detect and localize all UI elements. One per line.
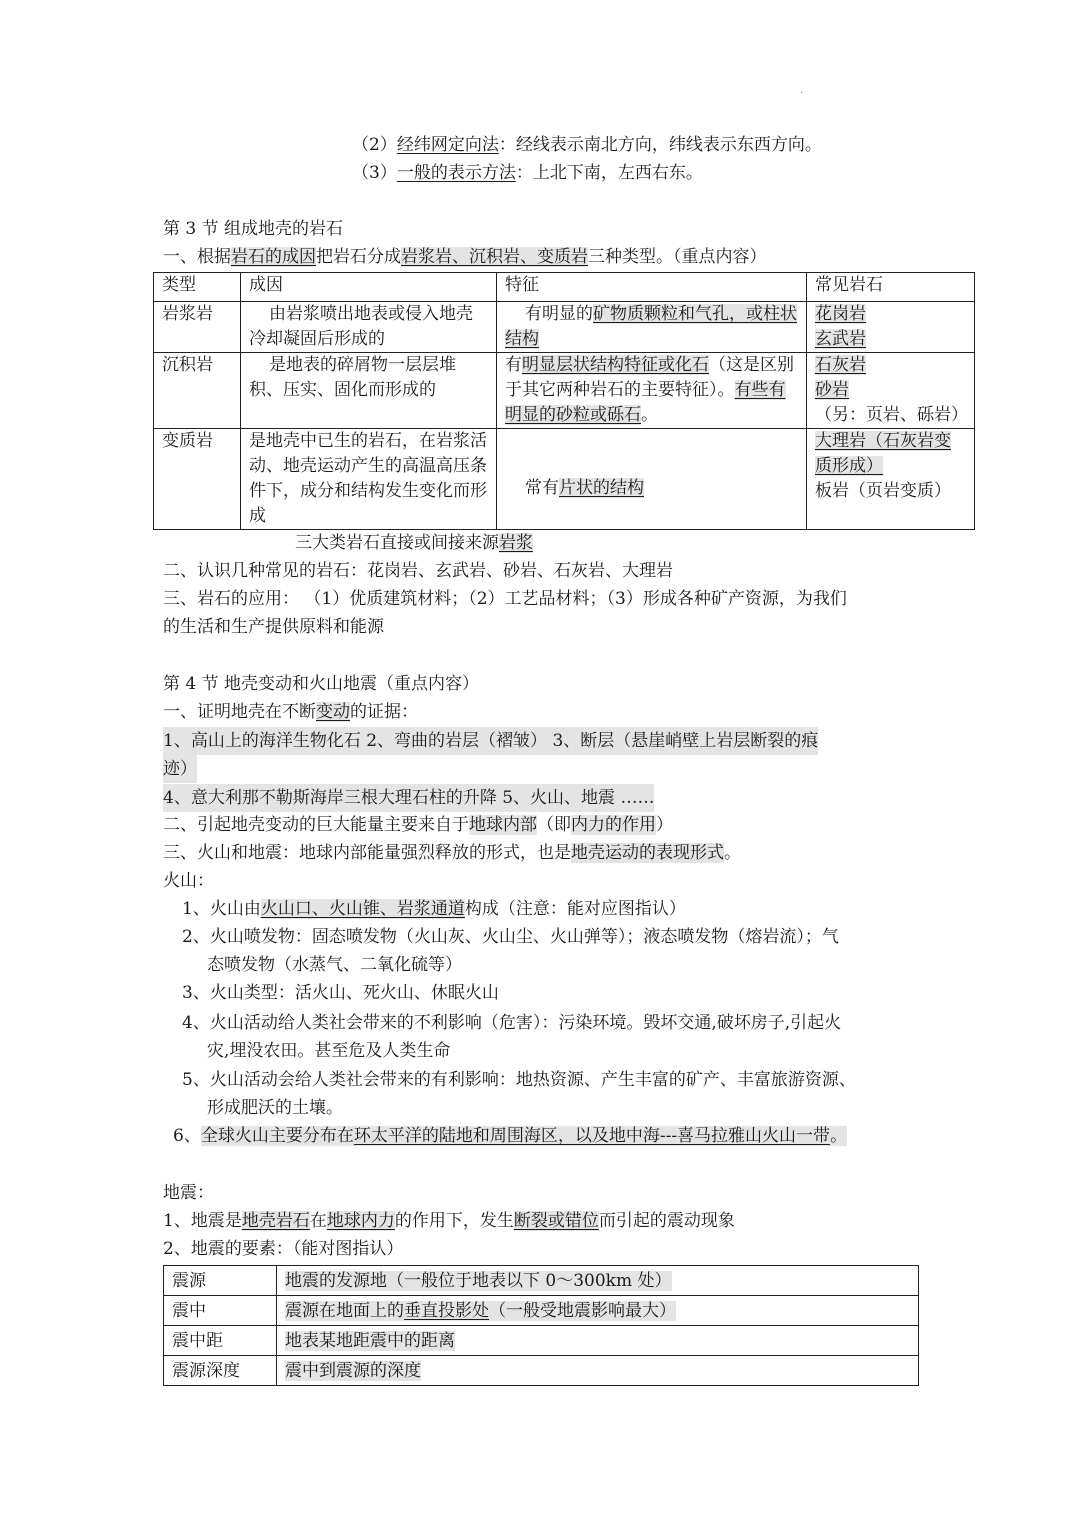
section3-title: 第 3 节 组成地壳的岩石: [163, 219, 344, 239]
definition-text: 震源在地面上的: [285, 1300, 404, 1321]
text-highlight: 全球火山主要分布在: [200, 1126, 354, 1146]
volcano-item-5b: 形成肥沃的土壤。: [207, 1098, 343, 1118]
term-cell: 震源深度: [164, 1356, 277, 1386]
volcano-item-4: 4、火山活动给人类社会带来的不利影响（危害）：污染环境。毁坏交通,破坏房子,引起火: [182, 1013, 842, 1033]
direction-method-2: [352, 131, 822, 159]
rock-others: （另：页岩、砾岩）: [815, 405, 968, 425]
term-cell: 震中: [164, 1296, 277, 1326]
rock-slate: 板岩（页岩变质）: [815, 481, 951, 501]
table-row: [164, 1356, 919, 1386]
cause-cell: [241, 302, 497, 353]
table-row: [164, 1296, 919, 1326]
text-highlight: 。: [830, 1126, 848, 1146]
feature-cell: [497, 429, 807, 530]
quake-definition: [163, 1207, 735, 1235]
text: 。: [724, 843, 741, 863]
text: （即: [537, 815, 571, 835]
feature-cell: [497, 302, 807, 353]
text: 的证据：: [350, 702, 418, 722]
definition-text: （一般受地震影响最大）: [489, 1300, 676, 1321]
text: 构成（注意：能对应图指认）: [464, 899, 686, 919]
definition-cell: [277, 1326, 919, 1356]
text: 一、证明地壳在不断: [163, 702, 316, 722]
text: 三种类型。（重点内容）: [588, 247, 767, 267]
term-vertical-projection: 垂直投影处: [404, 1300, 489, 1321]
volcano-item-1: [182, 895, 686, 923]
rock-limestone: 石灰岩: [815, 355, 866, 375]
term-magma: 岩浆: [499, 533, 533, 553]
feature-text: 。: [641, 405, 658, 425]
volcano-item-5: 5、火山活动会给人类社会带来的有利影响：地热资源、产生丰富的矿产、丰富旅游资源、: [182, 1070, 856, 1090]
text: 三大类岩石直接或间接来源: [295, 533, 499, 553]
text: 而引起的震动现象: [598, 1211, 735, 1231]
definition-cell: [277, 1296, 919, 1326]
term-graticule-method: 经纬网定向法: [396, 135, 499, 155]
feature-key: 矿物质颗粒和气孔，或柱状结构: [505, 304, 797, 349]
text: 6、: [173, 1126, 201, 1146]
feature-cell: [497, 353, 807, 429]
term-volcano-structure: 火山口、火山锥、岩浆通道: [260, 899, 465, 919]
rock-types-table: [153, 272, 975, 530]
table-row-sedimentary: [154, 353, 975, 429]
rock-granite: 花岗岩: [815, 304, 866, 324]
page-dot: ·: [800, 88, 804, 99]
term-earth-interior: 地球内部: [469, 815, 537, 835]
quake-heading: 地震：: [163, 1183, 214, 1203]
volcano-item-2b: 态喷发物（水蒸气、二氧化硫等）: [207, 955, 462, 975]
header-cause: 成因: [241, 273, 497, 302]
quake-elements-table: [163, 1265, 919, 1386]
definition-cell: [277, 1356, 919, 1386]
rocks-cell: [807, 302, 975, 353]
table-row: [164, 1326, 919, 1356]
header-common-rocks: 常见岩石: [807, 273, 975, 302]
rocks-cell: [807, 353, 975, 429]
list-number: （3）: [352, 163, 397, 183]
rock-uses-line-2: 的生活和生产提供原料和能源: [163, 617, 384, 637]
volcano-item-4b: 灾,埋没农田。甚至危及人类生命: [207, 1041, 451, 1061]
volcano-quake-line: [163, 839, 741, 867]
text: 在: [309, 1211, 327, 1231]
cause-cell: [241, 353, 497, 429]
header-type: 类型: [154, 273, 241, 302]
text: 的作用下，发生: [394, 1211, 514, 1231]
type-cell: 岩浆岩: [154, 302, 241, 353]
feature-text: 有: [505, 355, 522, 375]
text: 一、根据: [163, 247, 231, 267]
volcano-item-6: [173, 1122, 847, 1150]
type-cell: 沉积岩: [154, 353, 241, 429]
volcano-item-2: 2、火山喷发物：固态喷发物（火山灰、火山尘、火山弹等）；液态喷发物（熔岩流）；气: [182, 927, 839, 947]
method-text: ：上北下南，左西右东。: [515, 163, 703, 183]
evidence-line-2: 4、意大利那不勒斯海岸三根大理石柱的升降 5、火山、地震 ……: [163, 784, 654, 812]
cause-cell: 是地壳中已生的岩石，在岩浆活动、地壳运动产生的高温高压条件下，成分和结构发生变化而形成: [241, 429, 497, 530]
magma-source-note: [295, 529, 533, 557]
table-row: [164, 1266, 919, 1296]
evidence-line-1: 1、高山上的海洋生物化石 2、弯曲的岩层（褶皱） 3、断层（悬崖峭壁上岩层断裂的痕: [163, 727, 818, 755]
volcano-heading: 火山：: [163, 871, 214, 891]
text: ）: [656, 815, 673, 835]
feature-text: 有明显的: [525, 304, 593, 324]
quake-elements-line: 2、地震的要素：（能对图指认）: [163, 1239, 404, 1259]
feature-key: 片状的结构: [559, 478, 644, 498]
rock-classification-line: [163, 243, 767, 271]
term-crust-rock: 地壳岩石: [241, 1211, 310, 1231]
feature-key: 有些有明显的砂粒或砾石: [505, 380, 786, 425]
method-text: ：经线表示南北方向，纬线表示东西方向。: [498, 135, 822, 155]
energy-source-line: [163, 811, 673, 839]
crust-evidence-heading: [163, 698, 418, 726]
definition-text: 震中到震源的深度: [285, 1360, 421, 1381]
term-rock-origin: 岩石的成因: [231, 247, 316, 267]
feature-key: 明显层状结构特征或化石: [522, 355, 709, 375]
table-row-igneous: [154, 302, 975, 353]
common-rocks-line: 二、认识几种常见的岩石：花岗岩、玄武岩、砂岩、石灰岩、大理岩: [163, 561, 673, 581]
term-movement: 变动: [316, 702, 350, 722]
feature-text: （这是区别于其它两种岩石的主要特征）。: [505, 355, 794, 400]
rock-uses-line: 三、岩石的应用： （1）优质建筑材料；（2）工艺品材料；（3）形成各种矿产资源，为我们: [163, 589, 847, 609]
text: 1、地震是: [163, 1211, 242, 1231]
term-internal-force: 内力的作用: [571, 815, 656, 835]
term-rock-types: 岩浆岩、沉积岩、变质岩: [401, 247, 588, 267]
table-header-row: [154, 273, 975, 302]
text: 二、引起地壳变动的巨大能量主要来自于: [163, 815, 469, 835]
evidence-line-1b: 迹）: [163, 755, 197, 783]
section4-title: 第 4 节 地壳变动和火山地震（重点内容）: [163, 674, 480, 694]
list-number: （2）: [352, 135, 397, 155]
volcano-item-3: 3、火山类型：活火山、死火山、休眠火山: [182, 983, 499, 1003]
term-general-method: 一般的表示方法: [396, 163, 516, 183]
definition-cell: [277, 1266, 919, 1296]
cause-text: 是地表的碎屑物一层层堆积、压实、固化而形成的: [249, 355, 456, 400]
feature-text: 常有: [525, 478, 559, 498]
definition-text: 地震的发源地（一般位于地表以下 0～300km 处）: [285, 1270, 672, 1291]
table-row-metamorphic: [154, 429, 975, 530]
definition-text: 地表某地距震中的距离: [285, 1330, 455, 1351]
rock-marble: 大理岩（石灰岩变质形成）: [815, 431, 951, 476]
term-crust-movement-form: 地壳运动的表现形式: [571, 843, 724, 863]
term-cell: 震源: [164, 1266, 277, 1296]
rock-basalt: 玄武岩: [815, 329, 866, 349]
term-internal-force: 地球内力: [326, 1211, 395, 1231]
text: 三、火山和地震：地球内部能量强烈释放的形式，也是: [163, 843, 571, 863]
direction-method-3: [352, 159, 703, 187]
term-fracture: 断裂或错位: [513, 1211, 599, 1231]
rocks-cell: [807, 429, 975, 530]
rock-sandstone: 砂岩: [815, 380, 849, 400]
header-feature: 特征: [497, 273, 807, 302]
text: 1、火山由: [182, 899, 261, 919]
term-volcano-belts: 环太平洋的陆地和周围海区，以及地中海---喜马拉雅山火山一带: [353, 1126, 831, 1146]
text: 把岩石分成: [316, 247, 401, 267]
type-cell: 变质岩: [154, 429, 241, 530]
term-cell: 震中距: [164, 1326, 277, 1356]
cause-text: 由岩浆喷出地表或侵入地壳冷却凝固后形成的: [249, 304, 473, 349]
